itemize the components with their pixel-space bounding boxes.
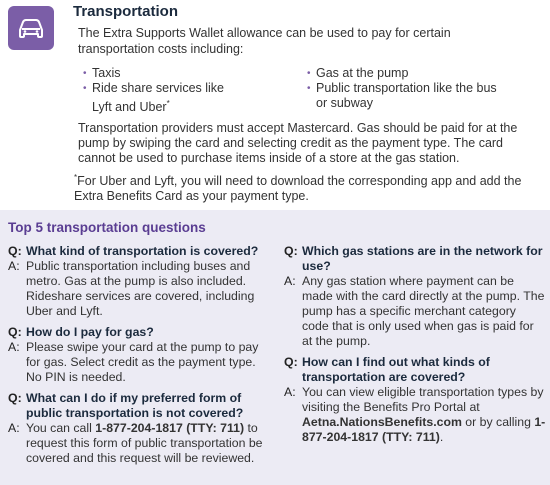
bullet-item: • Gas at the pump (307, 66, 507, 81)
bullet-item: • Public transportation like the bus or subway (307, 81, 507, 111)
faq-question: Q: How can I find out what kinds of transportation are covered? (284, 355, 490, 384)
payment-paragraph: Transportation providers must accept Mastercard. Gas should be paid for at the pump by swiping the card and selecting credit as the payment type. The card cannot be used to purchase items inside of a store at the gas station. (78, 121, 518, 165)
section-heading: Transportation (73, 3, 179, 20)
faq-answer: A: Please swipe your card at the pump to pay for gas. Select credit as the payment type. No PIN is needed. (8, 340, 259, 384)
faq-question: Q: What can I do if my preferred form of public transportation is not covered? (8, 391, 244, 420)
faq-item (8, 391, 270, 466)
bullet-item: • Ride share services like Lyft and Uber* (83, 81, 233, 115)
bullet-list-left (83, 66, 233, 115)
faq-answer: A: Public transportation including buses and metro. Gas at the pump is also included. Rideshare services are covered, including Uber and Lyft. (8, 259, 255, 318)
intro-text: The Extra Supports Wallet allowance can be used to pay for certain transportation costs including: (78, 26, 451, 56)
faq-column-right (284, 244, 546, 451)
faq-title: Top 5 transportation questions (8, 220, 206, 235)
transportation-section (0, 0, 550, 207)
faq-answer: A: You can call 1-877-204-1817 (TTY: 711) to request this form of public transportation be covered and this request will be reviewed. (8, 421, 263, 465)
faq-panel (0, 210, 550, 485)
footnote: *For Uber and Lyft, you will need to download the corresponding app and add the Extra Benefits Card as your payment type. (74, 173, 522, 204)
faq-answer: A: You can view eligible transportation types by visiting the Benefits Pro Portal at Aetna.NationsBenefits.com or by calling 1-877-204-1817 (TTY: 711). (284, 385, 546, 444)
faq-item (8, 325, 270, 385)
faq-item (8, 244, 270, 319)
faq-question: Q: Which gas stations are in the network for use? (284, 244, 543, 273)
faq-answer: A: Any gas station where payment can be made with the card directly at the pump. The pump has a specific merchant category code that is only used when gas is paid for at the pump. (284, 274, 545, 348)
car-icon (8, 6, 54, 50)
faq-question: Q: What kind of transportation is covered? (8, 244, 259, 258)
faq-question: Q: How do I pay for gas? (8, 325, 154, 339)
bullet-list-right (307, 66, 507, 111)
faq-item (284, 355, 546, 445)
portal-link[interactable]: Aetna.NationsBenefits.com (302, 415, 462, 429)
bullet-item: • Taxis (83, 66, 233, 81)
faq-item (284, 244, 546, 349)
phone-number: 1-877-204-1817 (TTY: 711) (95, 421, 245, 435)
faq-column-left (8, 244, 270, 472)
footnote-marker: * (166, 99, 170, 108)
phone-number: 1-877-204-1817 (TTY: 711) (302, 415, 546, 444)
